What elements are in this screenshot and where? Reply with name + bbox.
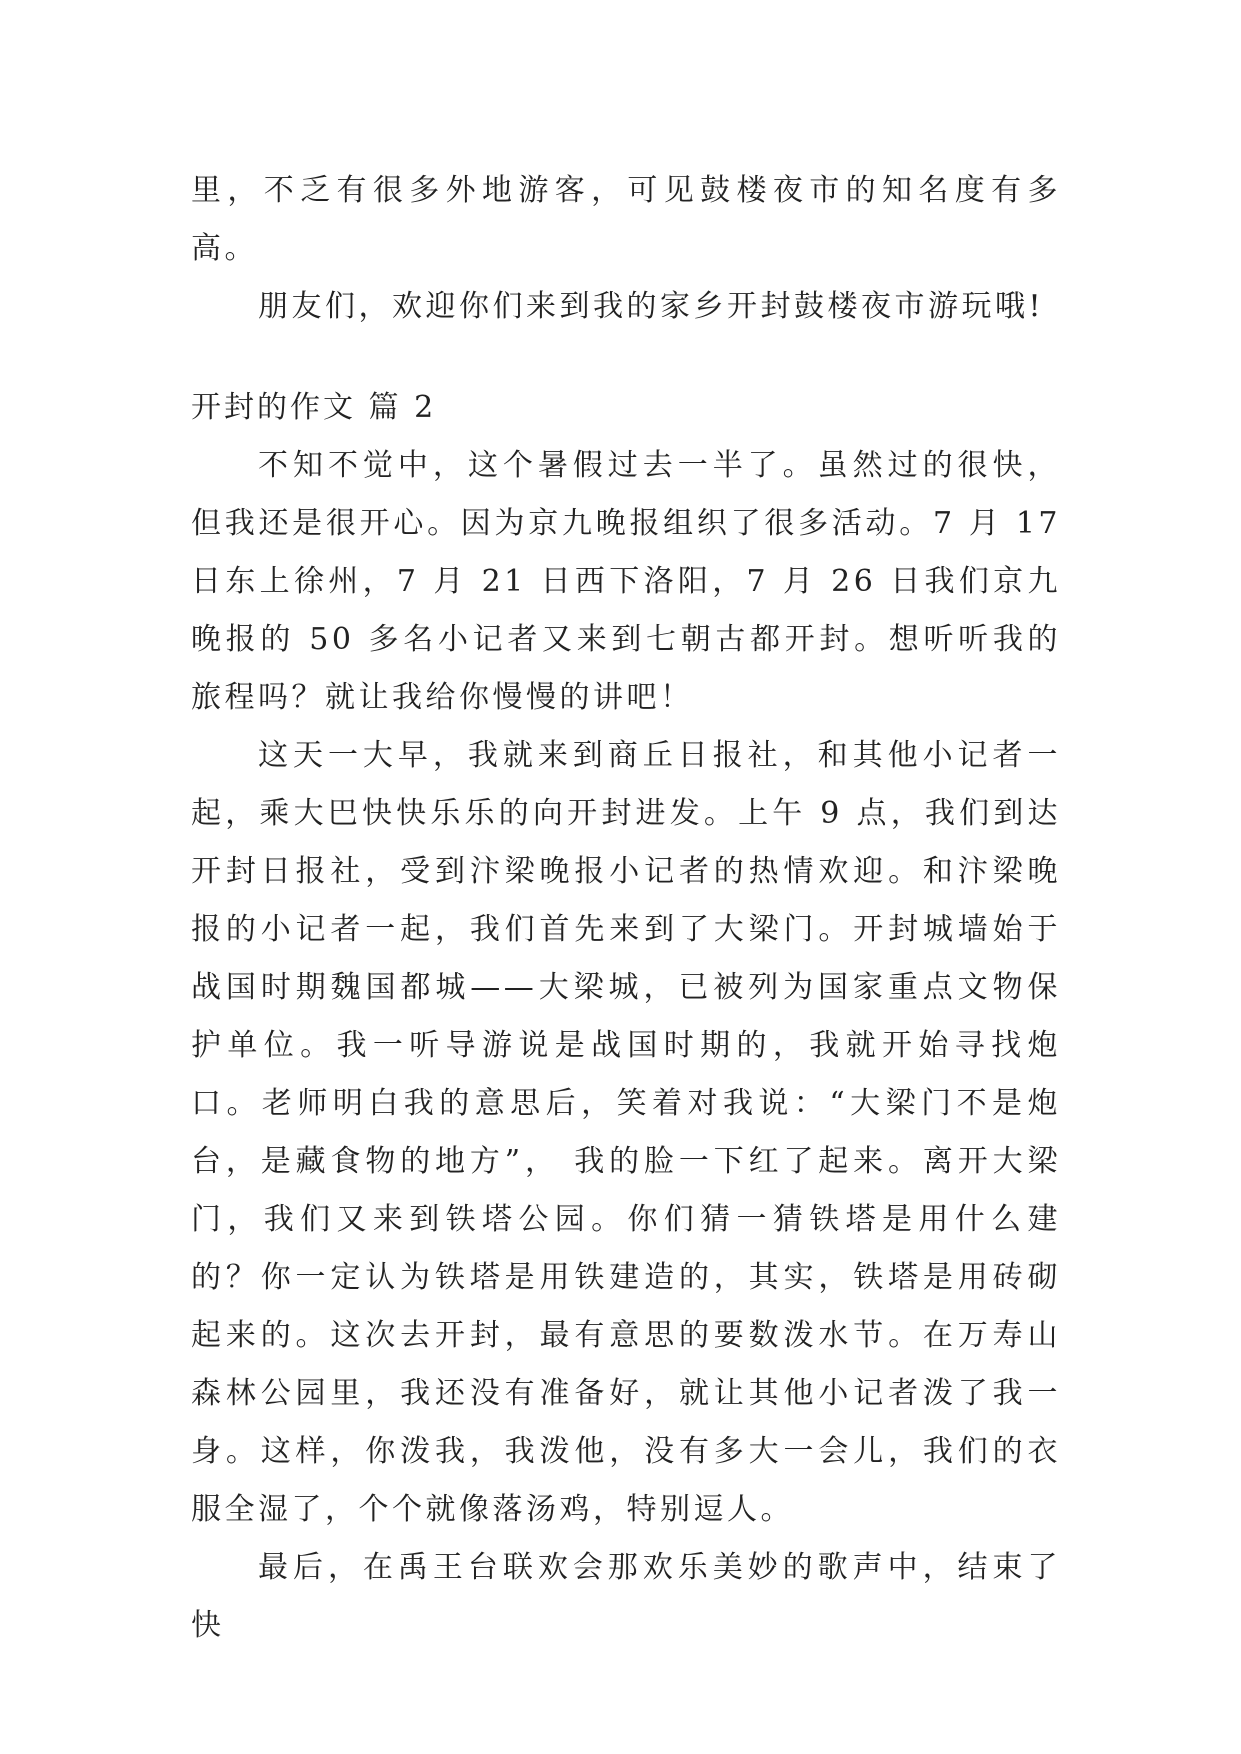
- paragraph-1: 里，不乏有很多外地游客，可见鼓楼夜市的知名度有多高。: [191, 173, 1061, 266]
- section-heading: 开封的作文 篇 2: [191, 390, 437, 425]
- paragraph-3: 不知不觉中，这个暑假过去一半了。虽然过的很快，但我还是很开心。因为京九晚报组织了很多活动。7 月 17 日东上徐州，7 月 21 日西下洛阳，7 月 26 日我们京九晚报的 50 多名小记者又来到七朝古都开封。想听听我的旅程吗？就让我给你慢慢的讲吧！: [191, 448, 1061, 715]
- paragraph-2: 朋友们，欢迎你们来到我的家乡开封鼓楼夜市游玩哦!: [258, 289, 1045, 324]
- paragraph-5: 最后，在禹王台联欢会那欢乐美妙的歌声中，结束了快: [191, 1550, 1061, 1643]
- document-body: [191, 162, 1061, 1655]
- paragraph-4: 这天一大早，我就来到商丘日报社，和其他小记者一起，乘大巴快快乐乐的向开封进发。上午 9 点，我们到达开封日报社，受到汴梁晚报小记者的热情欢迎。和汴梁晚报的小记者一起，我们首先来到了大梁门。开封城墙始于战国时期魏国都城——大梁城，已被列为国家重点文物保护单位。我一听导游说是战国时期的，我就开始寻找炮口。老师明白我的意思后，笑着对我说：“大梁门不是炮台，是藏食物的地方”， 我的脸一下红了起来。离开大梁门，我们又来到铁塔公园。你们猜一猜铁塔是用什么建的？你一定认为铁塔是用铁建造的，其实，铁塔是用砖砌起来的。这次去开封，最有意思的要数泼水节。在万寿山森林公园里，我还没有准备好，就让其他小记者泼了我一身。这样，你泼我，我泼他，没有多大一会儿，我们的衣服全湿了，个个就像落汤鸡，特别逗人。: [191, 738, 1061, 1527]
